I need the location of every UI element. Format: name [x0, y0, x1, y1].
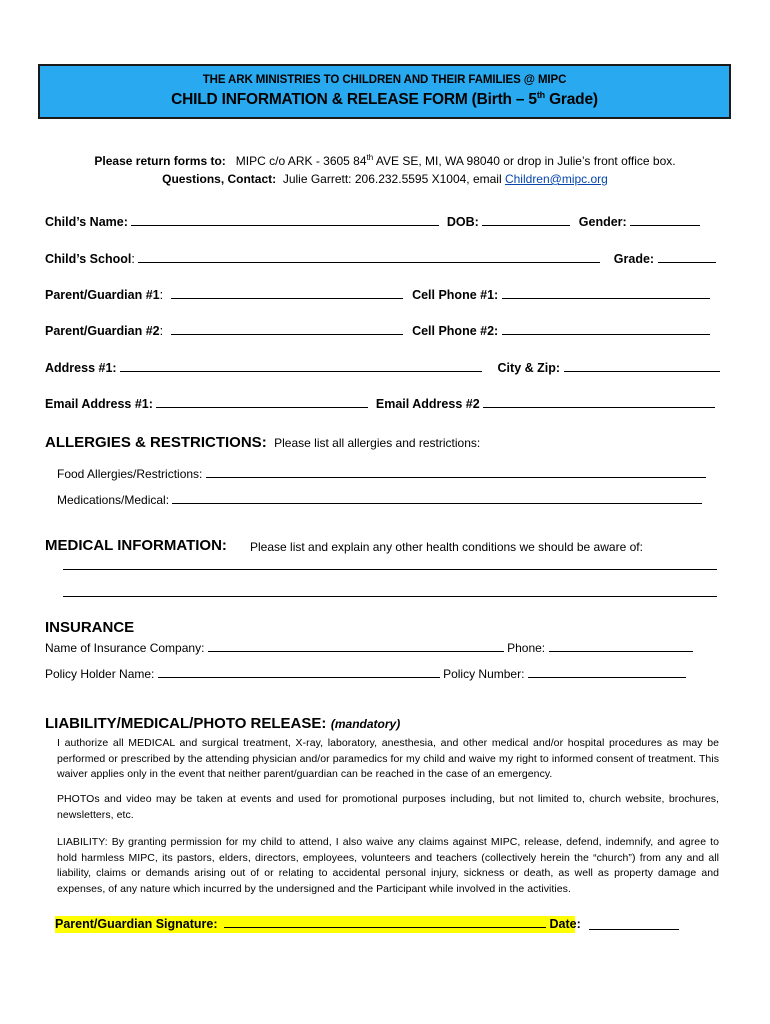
allergies-heading: ALLERGIES & RESTRICTIONS — [45, 434, 262, 451]
mandatory-label: (mandatory) — [330, 717, 401, 731]
policy-holder-field[interactable] — [158, 666, 440, 678]
medical-line-1[interactable] — [63, 569, 717, 570]
address-row: Address #1: City & Zip: — [45, 360, 727, 375]
food-allergies-row: Food Allergies/Restrictions: — [57, 466, 706, 481]
email-row: Email Address #1: Email Address #2 — [45, 396, 727, 411]
insurance-heading: INSURANCE — [45, 619, 135, 636]
city-zip-field[interactable] — [564, 360, 720, 372]
form-header — [38, 64, 731, 119]
parent2-field[interactable] — [171, 323, 403, 335]
liability-release-text: LIABILITY: By granting permission for my child to attend, I also waive any claims against MIPC, release, defend, indemnify, and agree to hold harmless MIPC, its pastors, elders, directors, employees, volunteers and teachers (collectively herein the “church”) from any and all liability, claims or demands arising out of or relating to accidental personal injury, sickness or death, as well as property damage and expenses, of any nature which incurred by the undersigned and the Participant while involved in the activities. — [57, 836, 719, 895]
policy-holder-row: Policy Holder Name: Policy Number: — [45, 666, 686, 681]
parent2-row: Parent/Guardian #2: Cell Phone #2: — [45, 323, 727, 338]
insurance-company-row: Name of Insurance Company: Phone: — [45, 640, 693, 655]
medications-field[interactable] — [172, 492, 702, 504]
medical-instruction: Please list and explain any other health conditions we should be aware of: — [250, 540, 643, 554]
ministry-name: THE ARK MINISTRIES TO CHILDREN AND THEIR FAMILIES @ MIPC — [202, 74, 567, 86]
medical-heading: MEDICAL INFORMATION: — [45, 537, 227, 554]
insurance-company-field[interactable] — [208, 640, 504, 652]
parent1-field[interactable] — [171, 287, 403, 299]
photo-release-text: PHOTOs and video may be taken at events and used for promotional purposes including, but not limited to, church website, brochures, newsletters, etc. — [57, 793, 719, 821]
policy-number-field[interactable] — [528, 666, 686, 678]
contact-label: Questions, Contact: — [162, 172, 277, 186]
cell1-field[interactable] — [502, 287, 710, 299]
child-info-row: Child’s Name: DOB: Gender: — [45, 214, 727, 229]
email2-field[interactable] — [483, 396, 715, 408]
address1-field[interactable] — [120, 360, 482, 372]
return-instructions: Please return forms to: MIPC c/o ARK - 3605 84th AVE SE, MI, WA 98040 or drop in Julie’s front office box. — [94, 153, 676, 168]
gender-field[interactable] — [630, 214, 700, 226]
date-field[interactable] — [589, 929, 679, 930]
email1-field[interactable] — [156, 396, 368, 408]
food-allergies-field[interactable] — [206, 466, 706, 478]
grade-field[interactable] — [658, 251, 716, 263]
child-school-field[interactable] — [138, 251, 600, 263]
child-name-field[interactable] — [131, 214, 439, 226]
signature-field[interactable] — [224, 916, 546, 928]
dob-field[interactable] — [482, 214, 570, 226]
form-title: CHILD INFORMATION & RELEASE FORM (Birth – 5th Grade) — [171, 90, 598, 109]
medical-line-2[interactable] — [63, 596, 717, 597]
medical-authorization-text: I authorize all MEDICAL and surgical treatment, X-ray, laboratory, anesthesia, and other medical and/or hospital procedures as may be performed or prescribed by the attending physician and/or paramedics for my child and waive my right to informed consent of treatment. This waiver applies only in the event that neither parent/guardian can be reached in the case of an emergency. — [57, 737, 719, 780]
medications-row: Medications/Medical: — [57, 492, 702, 507]
school-row: Child’s School: Grade: — [45, 251, 727, 266]
allergies-section: ALLERGIES & RESTRICTIONS: Please list all allergies and restrictions: — [45, 434, 481, 451]
return-label: Please return forms to: — [94, 154, 226, 168]
signature-row: Parent/Guardian Signature: Date: — [55, 917, 581, 931]
insurance-phone-field[interactable] — [549, 640, 693, 652]
contact-email-link[interactable]: Children@mipc.org — [504, 172, 608, 186]
release-heading: LIABILITY/MEDICAL/PHOTO RELEASE: (mandatory) — [45, 715, 401, 732]
contact-info: Questions, Contact: Julie Garrett: 206.232.5595 X1004, email Children@mipc.org — [162, 172, 608, 186]
cell2-field[interactable] — [502, 323, 710, 335]
parent1-row: Parent/Guardian #1: Cell Phone #1: — [45, 287, 727, 302]
